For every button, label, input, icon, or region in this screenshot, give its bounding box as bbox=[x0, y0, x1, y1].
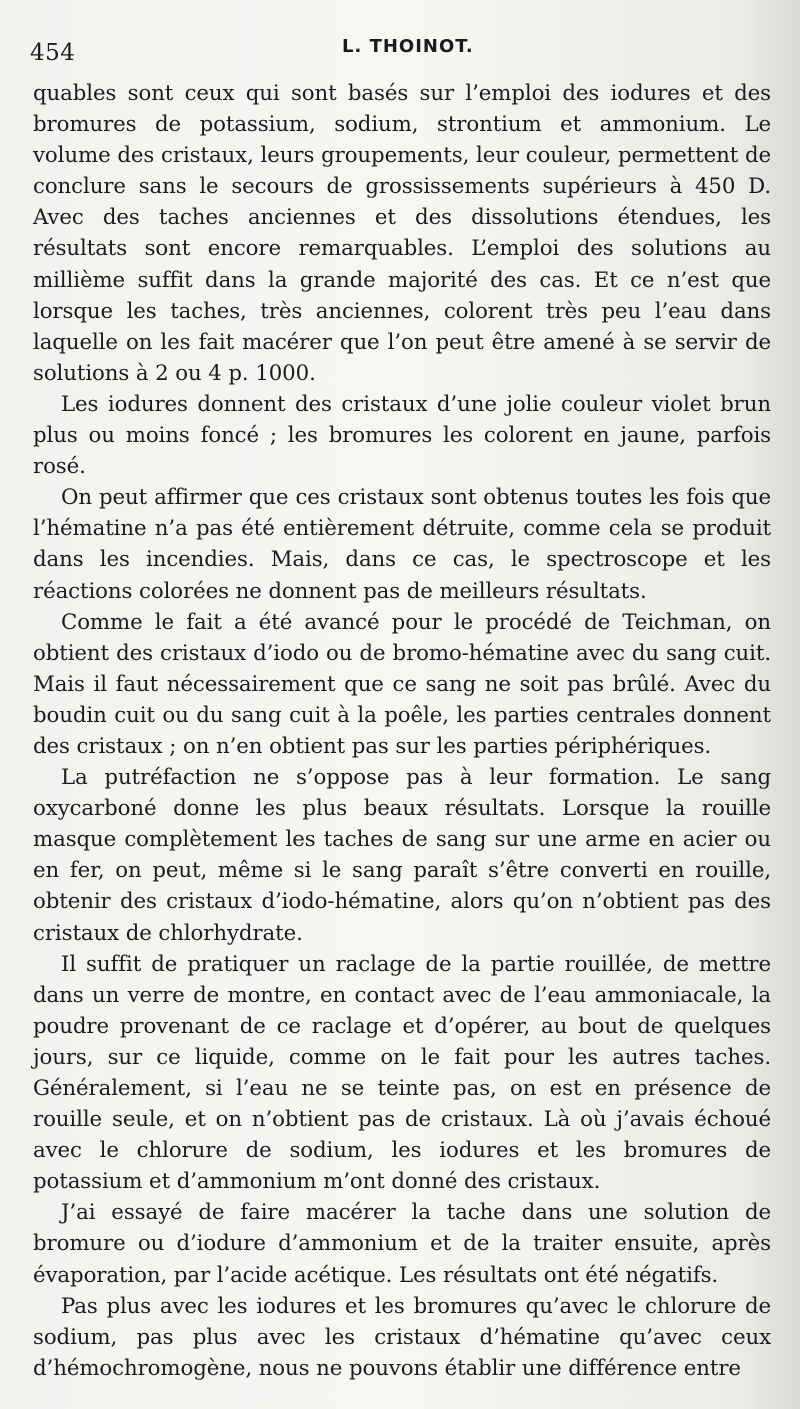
page-number: 454 bbox=[30, 40, 76, 66]
running-title: L. THOINOT. bbox=[342, 36, 474, 57]
paragraph-putrefaction: La putréfaction ne s’oppose pas à leur formation. Le sang oxycarboné donne les plus beaux résultats. Lorsque la rouille masque complètement les taches de sang sur une arme en acier ou en fer, on peut, même si le sang paraît s’être converti en rouille, obtenir des cristaux d’iodo-hématine, alors qu’on n’obtient pas des cristaux de chlorhydrate. bbox=[33, 765, 771, 946]
paragraph-continued: quables sont ceux qui sont basés sur l’emploi des iodures et des bromures de potassium, sodium, strontium et ammonium. Le volume des cristaux, leurs groupements, leur couleur, permettent de conclure sans le secours de grossissements supérieurs à 450 D. Avec des taches anciennes et des dissolutions étendues, les résultats sont encore remarquables. L’emploi des solutions au millième suffit dans la grande majorité des cas. Et ce n’est que lorsque les taches, très anciennes, colorent très peu l’eau dans laquelle on les fait macérer que l’on peut être amené à se servir de solutions à 2 ou 4 p. 1000. bbox=[33, 81, 771, 386]
paragraph-maceration: J’ai essayé de faire macérer la tache dans une solution de bromure ou d’iodure d’ammonium et de la traiter ensuite, après évaporation, par l’acide acétique. Les résultats ont été négatifs. bbox=[33, 1200, 771, 1288]
paragraph-hematine: On peut affirmer que ces cristaux sont obtenus toutes les fois que l’hématine n’a pas été entièrement détruite, comme cela se produit dans les incendies. Mais, dans ce cas, le spectroscope et les réactions colorées ne donnent pas de meilleurs résultats. bbox=[33, 485, 771, 604]
paragraph-colors: Les iodures donnent des cristaux d’une jolie couleur violet brun plus ou moins foncé ; les bromures les colorent en jaune, parfois rosé. bbox=[33, 391, 771, 480]
paragraph-conclusion: Pas plus avec les iodures et les bromures qu’avec le chlorure de sodium, pas plus avec les cristaux d’hématine qu’avec ceux d’hémochromogène, nous ne pouvons établir une différence entre bbox=[33, 1293, 771, 1381]
paragraph-cooked-blood: Comme le fait a été avancé pour le procédé de Teichman, on obtient des cristaux d’iodo ou de bromo-hématine avec du sang cuit. Mais il faut nécessairement que ce sang ne soit pas brûlé. Avec du boudin cuit ou du sang cuit à la poêle, les parties centrales donnent des cristaux ; on n’en obtient pas sur les parties périphériques. bbox=[33, 609, 771, 759]
page-header bbox=[30, 32, 750, 66]
body-text bbox=[33, 78, 771, 1384]
paragraph-rust-method: Il suffit de pratiquer un raclage de la partie rouillée, de mettre dans un verre de montre, en contact avec de l’eau ammoniacale, la poudre provenant de ce raclage et d’opérer, au bout de quelques jours, sur ce liquide, comme on le fait pour les autres taches. Généralement, si l’eau ne se teinte pas, on est en présence de rouille seule, et on n’obtient pas de cristaux. Là où j’avais échoué avec le chlorure de sodium, les iodures et les bromures de potassium et d’ammonium m’ont donné des cristaux. bbox=[33, 951, 771, 1195]
